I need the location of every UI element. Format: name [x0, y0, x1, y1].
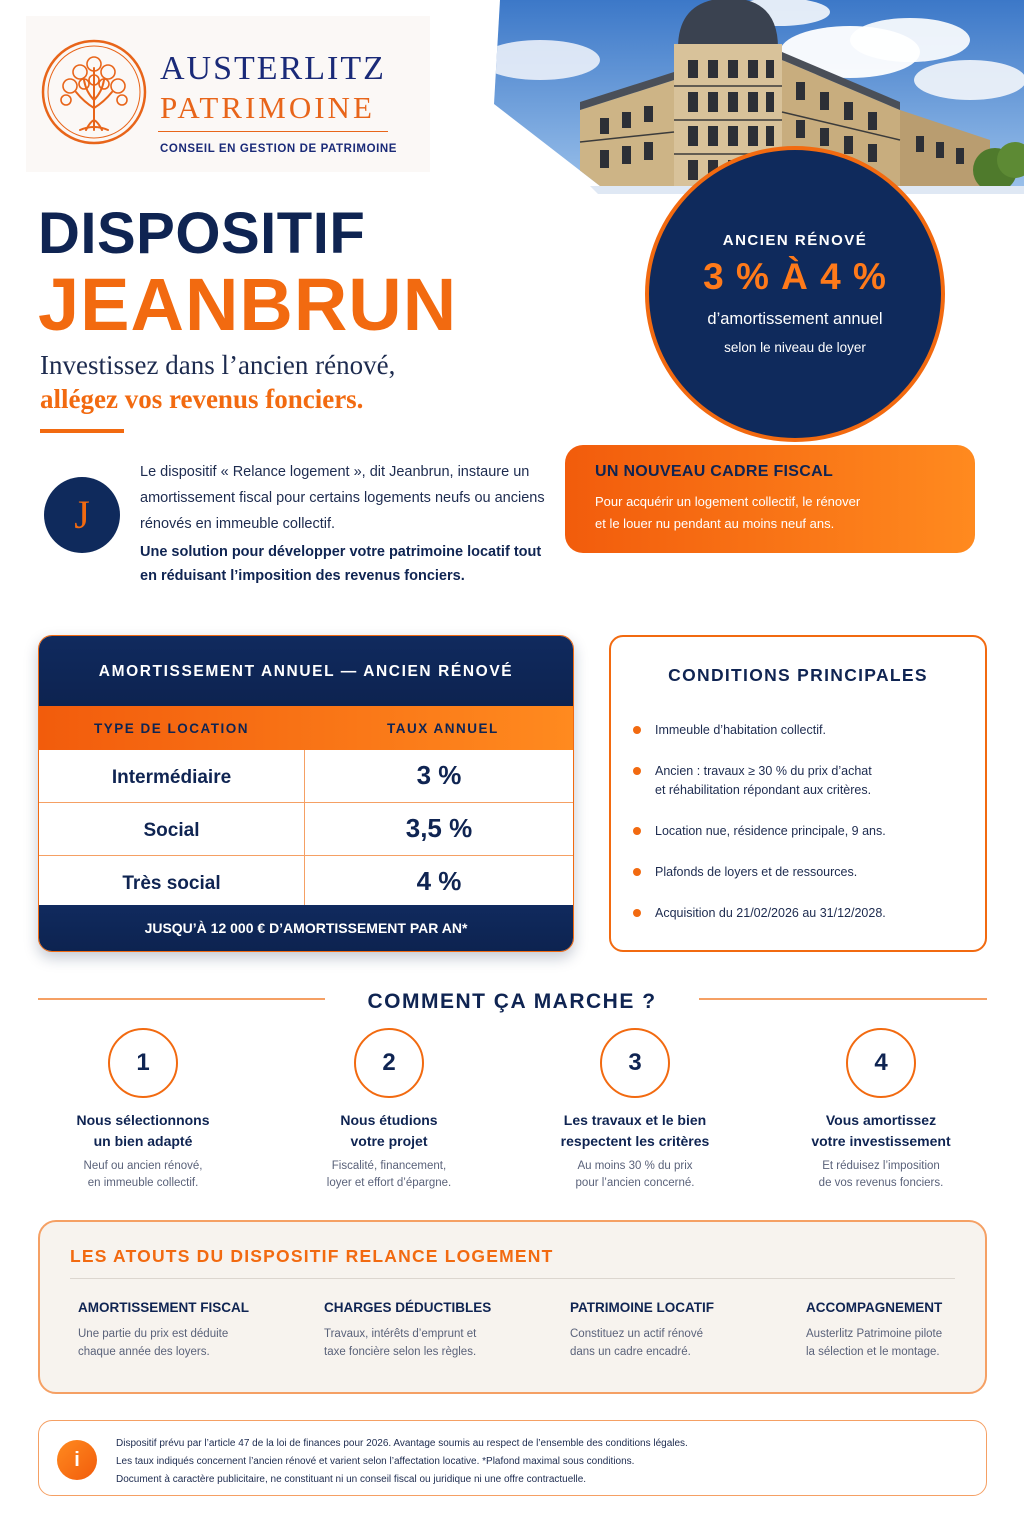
step-title-line: Nous étudions [340, 1112, 438, 1128]
condition-item [655, 721, 965, 740]
hero-subtitle-line1: Investissez dans l’ancien rénové, [40, 350, 396, 380]
step-text-line: en immeuble collectif. [87, 1177, 199, 1189]
step-title [266, 1110, 512, 1152]
step-title [20, 1110, 266, 1152]
advantage-text-line: la sélection et le montage. [806, 1346, 940, 1358]
rates-table-header [39, 706, 573, 750]
step-text [512, 1158, 758, 1192]
advantage-title: PATRIMOINE LOCATIF [570, 1300, 714, 1315]
info-icon: i [57, 1440, 97, 1480]
fiscal-framework-title: UN NOUVEAU CADRE FISCAL [595, 463, 834, 480]
step-title-line: un bien adapté [93, 1133, 193, 1149]
brand-tagline: CONSEIL EN GESTION DE PATRIMOINE [160, 143, 398, 155]
advantage-text [570, 1325, 790, 1361]
step-title [758, 1110, 1004, 1152]
step-3 [512, 1028, 758, 1192]
condition-text: Ancien : travaux ≥ 30 % du prix d’achat [655, 764, 872, 778]
brand-divider [158, 131, 388, 132]
step-number: 3 [600, 1028, 670, 1098]
advantage-title: AMORTISSEMENT FISCAL [78, 1300, 249, 1315]
disclaimer-line: Dispositif prévu par l’article 47 de la loi de finances pour 2026. Avantage soumis au respect de l’ensemble des conditions légales. [116, 1438, 688, 1449]
brand-name-line1: AUSTERLITZ [160, 50, 386, 87]
step-title-line: votre investissement [811, 1133, 951, 1149]
table-cell-rate: 3 % [416, 760, 462, 790]
condition-item [655, 822, 965, 841]
step-text-line: Neuf ou ancien rénové, [83, 1160, 203, 1172]
fiscal-framework-text-line2: et le louer nu pendant au moins neuf ans. [595, 516, 835, 531]
table-cell-type: Intermédiaire [39, 750, 305, 802]
step-2 [266, 1028, 512, 1192]
table-cell-type: Social [39, 803, 305, 855]
condition-item [655, 762, 965, 800]
tree-emblem-icon [40, 38, 148, 146]
hero-subtitle-line2: allégez vos revenus fonciers. [40, 384, 364, 414]
condition-text-cont: et réhabilitation répondant aux critères. [655, 783, 872, 797]
advantage-item [324, 1300, 544, 1361]
step-text-line: Fiscalité, financement, [331, 1160, 447, 1172]
rate-badge-line: d’amortissement annuel [707, 310, 883, 328]
step-text [758, 1158, 1004, 1192]
step-text-line: pour l’ancien concerné. [575, 1177, 695, 1189]
step-title-line: Nous sélectionnons [76, 1112, 210, 1128]
disclaimer-line: Les taux indiqués concernent l’ancien rénové et varient selon l’affectation locative. *Plafond maximal sous conditions. [116, 1456, 635, 1467]
rates-table-footer: JUSQU’À 12 000 € D’AMORTISSEMENT PAR AN* [39, 905, 573, 951]
table-cell-rate: 4 % [416, 866, 462, 896]
condition-text: Plafonds de loyers et de ressources. [655, 865, 858, 879]
advantage-item [570, 1300, 790, 1361]
column-header-rate: TAUX ANNUEL [387, 721, 499, 736]
advantage-text [78, 1325, 298, 1361]
advantage-text-line: chaque année des loyers. [78, 1346, 210, 1358]
advantage-text-line: Travaux, intérêts d’emprunt et [324, 1328, 477, 1340]
step-text [20, 1158, 266, 1192]
table-cell-type: Très social [39, 856, 305, 909]
hero-accent-rule [40, 429, 124, 433]
column-header-type: TYPE DE LOCATION [94, 721, 250, 736]
advantage-text [806, 1325, 1024, 1361]
hero-title-line2: JEANBRUN [38, 263, 458, 346]
step-number: 2 [354, 1028, 424, 1098]
rate-badge-value: 3 % À 4 % [703, 256, 887, 297]
advantage-item [78, 1300, 298, 1361]
condition-item [655, 863, 965, 882]
advantage-text-line: taxe foncière selon les règles. [324, 1346, 477, 1358]
advantage-text-line: Austerlitz Patrimoine pilote [806, 1328, 943, 1340]
step-text-line: Au moins 30 % du prix [577, 1160, 693, 1172]
condition-text: Immeuble d’habitation collectif. [655, 723, 826, 737]
rate-badge-kicker: ANCIEN RÉNOVÉ [722, 232, 868, 249]
advantage-text [324, 1325, 544, 1361]
step-title [512, 1110, 758, 1152]
how-title: COMMENT ÇA MARCHE ? [367, 990, 657, 1013]
step-number: 4 [846, 1028, 916, 1098]
step-text-line: loyer et effort d’épargne. [326, 1177, 452, 1189]
advantage-title: ACCOMPAGNEMENT [806, 1300, 943, 1315]
advantages-panel [38, 1220, 987, 1394]
brand-name-line2: PATRIMOINE [160, 90, 375, 125]
advantage-text-line: Une partie du prix est déduite [78, 1328, 229, 1340]
conditions-card [609, 635, 987, 952]
rates-table [38, 635, 574, 952]
intro-highlight: Une solution pour développer votre patrimoine locatif tout en réduisant l’imposition des revenus fonciers. [140, 544, 542, 584]
intro-paragraph: Le dispositif « Relance logement », dit Jeanbrun, instaure un amortissement fiscal pour certains logements neufs ou anciens rénovés en immeuble collectif. [140, 464, 545, 532]
advantage-item [806, 1300, 1024, 1361]
rate-badge [645, 146, 945, 442]
step-title-line: votre projet [350, 1133, 428, 1149]
step-1 [20, 1028, 266, 1192]
step-text-line: Et réduisez l’imposition [822, 1160, 940, 1172]
condition-text: Location nue, résidence principale, 9 ans. [655, 824, 886, 838]
condition-item [655, 904, 965, 923]
fiscal-framework-box [565, 445, 975, 553]
j-letter-badge: J [44, 477, 120, 553]
advantages-title: LES ATOUTS DU DISPOSITIF RELANCE LOGEMENT [70, 1246, 554, 1266]
step-title-line: Vous amortissez [825, 1112, 937, 1128]
condition-text: Acquisition du 21/02/2026 au 31/12/2028. [655, 906, 886, 920]
step-text-line: de vos revenus fonciers. [818, 1177, 944, 1189]
step-4 [758, 1028, 1004, 1192]
table-row [39, 803, 573, 856]
table-row [39, 856, 573, 909]
advantage-text-line: dans un cadre encadré. [570, 1346, 691, 1358]
table-row [39, 750, 573, 803]
disclaimer-box [38, 1420, 987, 1496]
disclaimer-line: Document à caractère publicitaire, ne constituant ni un conseil fiscal ou juridique ni une offre contractuelle. [116, 1474, 587, 1485]
step-text [266, 1158, 512, 1192]
hero-title-line1: DISPOSITIF [38, 201, 366, 266]
step-title-line: respectent les critères [560, 1133, 710, 1149]
advantage-text-line: Constituez un actif rénové [570, 1328, 703, 1340]
step-number: 1 [108, 1028, 178, 1098]
rate-badge-note: selon le niveau de loyer [724, 340, 866, 355]
table-cell-rate: 3,5 % [405, 813, 473, 843]
conditions-title: CONDITIONS PRINCIPALES [668, 665, 928, 685]
fiscal-framework-text-line1: Pour acquérir un logement collectif, le rénover [595, 494, 861, 509]
advantage-title: CHARGES DÉDUCTIBLES [324, 1300, 492, 1315]
advantages-divider [70, 1278, 955, 1279]
step-title-line: Les travaux et le bien [563, 1112, 707, 1128]
rates-table-title: AMORTISSEMENT ANNUEL — ANCIEN RÉNOVÉ [39, 636, 573, 706]
